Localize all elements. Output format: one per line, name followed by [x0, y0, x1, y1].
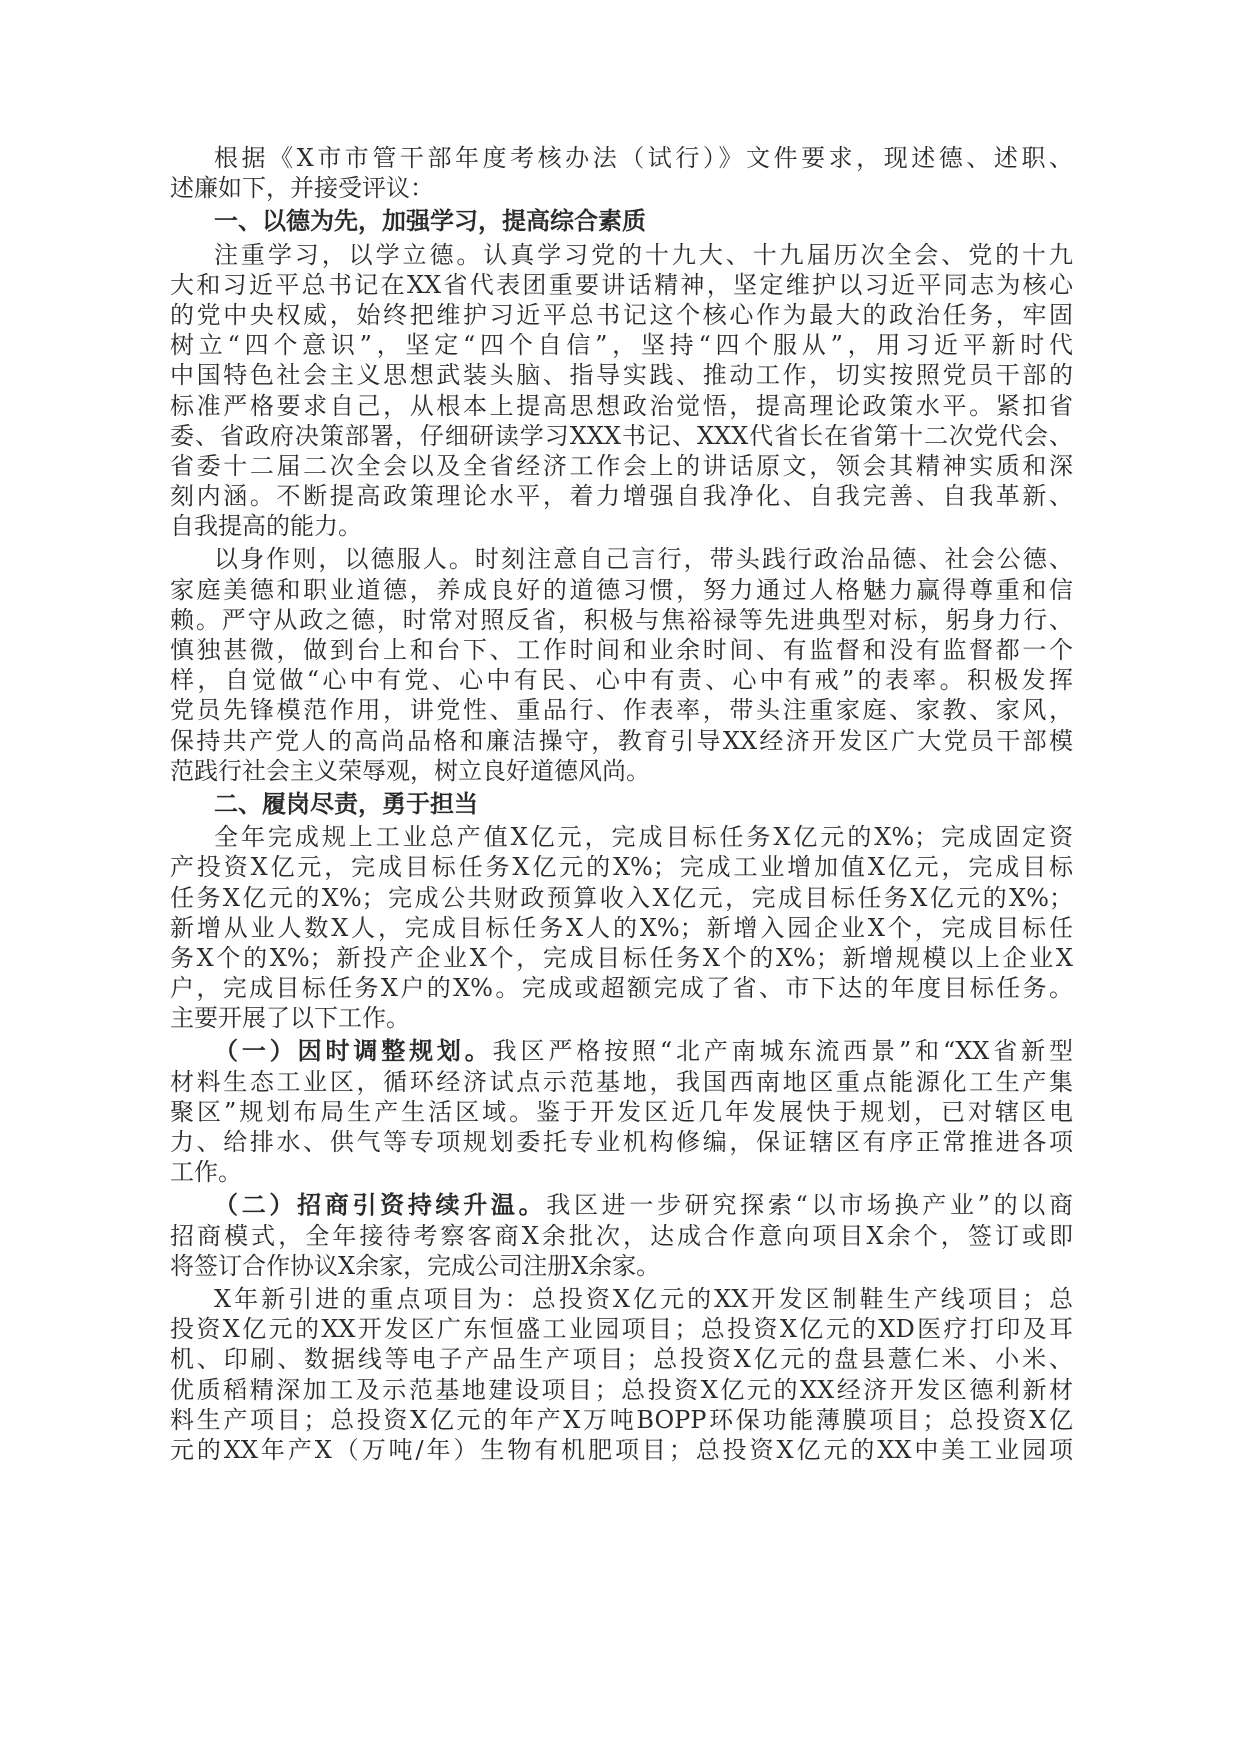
text-line: 务X个的X%；新投产企业X个，完成目标任务X个的X%；新增规模以上企业X: [170, 943, 1073, 972]
text-line: 委、省政府决策部署，仔细研读学习XXX书记、XXX代省长在省第十二次党代会、: [170, 421, 1073, 450]
text-line: 述廉如下，并接受评议：: [170, 174, 434, 203]
text-line: 根据《X市市管干部年度考核办法（试行）》文件要求，现述德、述职、: [214, 144, 1073, 172]
text-line: 将签订合作协议X余家，完成公司注册X余家。: [170, 1251, 661, 1280]
text-line: 注重学习，以学立德。认真学习党的十九大、十九届历次全会、党的十九: [214, 240, 1073, 269]
subsection-title: （二）招商引资持续升温。: [214, 1190, 547, 1220]
text-line: 标准严格要求自己，从根本上提高思想政治觉悟，提高理论政策水平。紧扣省: [170, 391, 1073, 420]
text-line: [170, 1190, 1073, 1220]
text-line: [170, 1036, 1073, 1066]
text-line: 新增从业人数X人，完成目标任务X人的X%；新增入园企业X个，完成目标任: [170, 913, 1073, 942]
paragraph: [170, 240, 1073, 542]
text-line: 树立“四个意识”，坚定“四个自信”，坚持“四个服从”，用习近平新时代: [170, 331, 1073, 360]
subsection-text: 我区进一步研究探索“以市场换产业”的以商: [546, 1191, 1073, 1220]
text-line: 主要开展了以下工作。: [170, 1004, 410, 1033]
text-line: 赖。严守从政之德，时常对照反省，积极与焦裕禄等先进典型对标，躬身力行、: [170, 605, 1073, 634]
text-line: 机、印刷、数据线等电子产品生产项目；总投资X亿元的盘县薏仁米、小米、: [170, 1345, 1073, 1374]
text-line: 工作。: [170, 1158, 242, 1187]
text-line: 招商模式，全年接待考察客商X余批次，达成合作意向项目X余个，签订或即: [170, 1221, 1073, 1250]
text-line: 以身作则，以德服人。时刻注意自己言行，带头践行政治品德、社会公德、: [214, 545, 1073, 574]
text-line: 一、以德为先，加强学习，提高综合素质: [214, 206, 646, 236]
subsection-title: （一）因时调整规划。: [214, 1036, 493, 1066]
text-line: 优质稻精深加工及示范基地建设项目；总投资X亿元的XX经济开发区德利新材: [170, 1375, 1073, 1404]
paragraph: [170, 1190, 1073, 1281]
text-line: 自我提高的能力。: [170, 512, 362, 541]
text-line: 材料生态工业区，循环经济试点示范基地，我国西南地区重点能源化工生产集: [170, 1067, 1073, 1096]
text-line: 料生产项目；总投资X亿元的年产X万吨BOPP环保功能薄膜项目；总投资X亿: [170, 1405, 1073, 1434]
text-line: 省委十二届二次全会以及全省经济工作会上的讲话原文，领会其精神实质和深: [170, 451, 1073, 480]
text-line: 投资X亿元的XX开发区广东恒盛工业园项目；总投资X亿元的XD医疗打印及耳: [170, 1315, 1073, 1344]
text-line: 大和习近平总书记在XX省代表团重要讲话精神，坚定维护以习近平同志为核心: [170, 270, 1073, 299]
paragraph: [170, 544, 1073, 786]
text-line: 户，完成目标任务X户的X%。完成或超额完成了省、市下达的年度目标任务。: [170, 974, 1073, 1003]
text-line: 二、履岗尽责，勇于担当: [214, 788, 478, 818]
text-line: X年新引进的重点项目为：总投资X亿元的XX开发区制鞋生产线项目；总: [214, 1284, 1073, 1313]
paragraph: [170, 1036, 1073, 1187]
paragraph: [170, 1284, 1073, 1465]
text-line: 中国特色社会主义思想武装头脑、指导实践、推动工作，切实按照党员干部的: [170, 361, 1073, 390]
text-line: 聚区”规划布局生产生活区域。鉴于开发区近几年发展快于规划，已对辖区电: [170, 1097, 1073, 1126]
text-line: 任务X亿元的X%；完成公共财政预算收入X亿元，完成目标任务X亿元的X%；: [170, 883, 1073, 912]
text-line: 的党中央权威，始终把维护习近平总书记这个核心作为最大的政治任务，牢固: [170, 300, 1073, 329]
text-line: 元的XX年产X（万吨/年）生物有机肥项目；总投资X亿元的XX中美工业园项: [170, 1435, 1073, 1464]
subsection-text: 我区严格按照“北产南城东流西景”和“XX省新型: [492, 1037, 1073, 1066]
text-line: 保持共产党人的高尚品格和廉洁操守，教育引导XX经济开发区广大党员干部模: [170, 726, 1073, 755]
section-heading: [170, 206, 1073, 236]
text-line: 力、给排水、供气等专项规划委托专业机构修编，保证辖区有序正常推进各项: [170, 1128, 1073, 1156]
paragraph: [170, 822, 1073, 1033]
text-line: 党员先锋模范作用，讲党性、重品行、作表率，带头注重家庭、家教、家风，: [170, 696, 1073, 725]
text-line: 家庭美德和职业道德，养成良好的道德习惯，努力通过人格魅力赢得尊重和信: [170, 575, 1073, 604]
section-heading: [170, 789, 1073, 819]
text-line: 慎独甚微，做到台上和台下、工作时间和业余时间、有监督和没有监督都一个: [170, 636, 1073, 664]
text-line: 产投资X亿元，完成目标任务X亿元的X%；完成工业增加值X亿元，完成目标: [170, 853, 1073, 882]
text-line: 范践行社会主义荣辱观，树立良好道德风尚。: [170, 756, 650, 785]
text-line: 全年完成规上工业总产值X亿元，完成目标任务X亿元的X%；完成固定资: [214, 823, 1073, 852]
text-line: 样，自觉做“心中有党、心中有民、心中有责、心中有戒”的表率。积极发挥: [170, 666, 1073, 695]
text-line: 刻内涵。不断提高政策理论水平，着力增强自我净化、自我完善、自我革新、: [170, 482, 1073, 511]
document-body: [170, 143, 1073, 1468]
paragraph: [170, 143, 1073, 203]
